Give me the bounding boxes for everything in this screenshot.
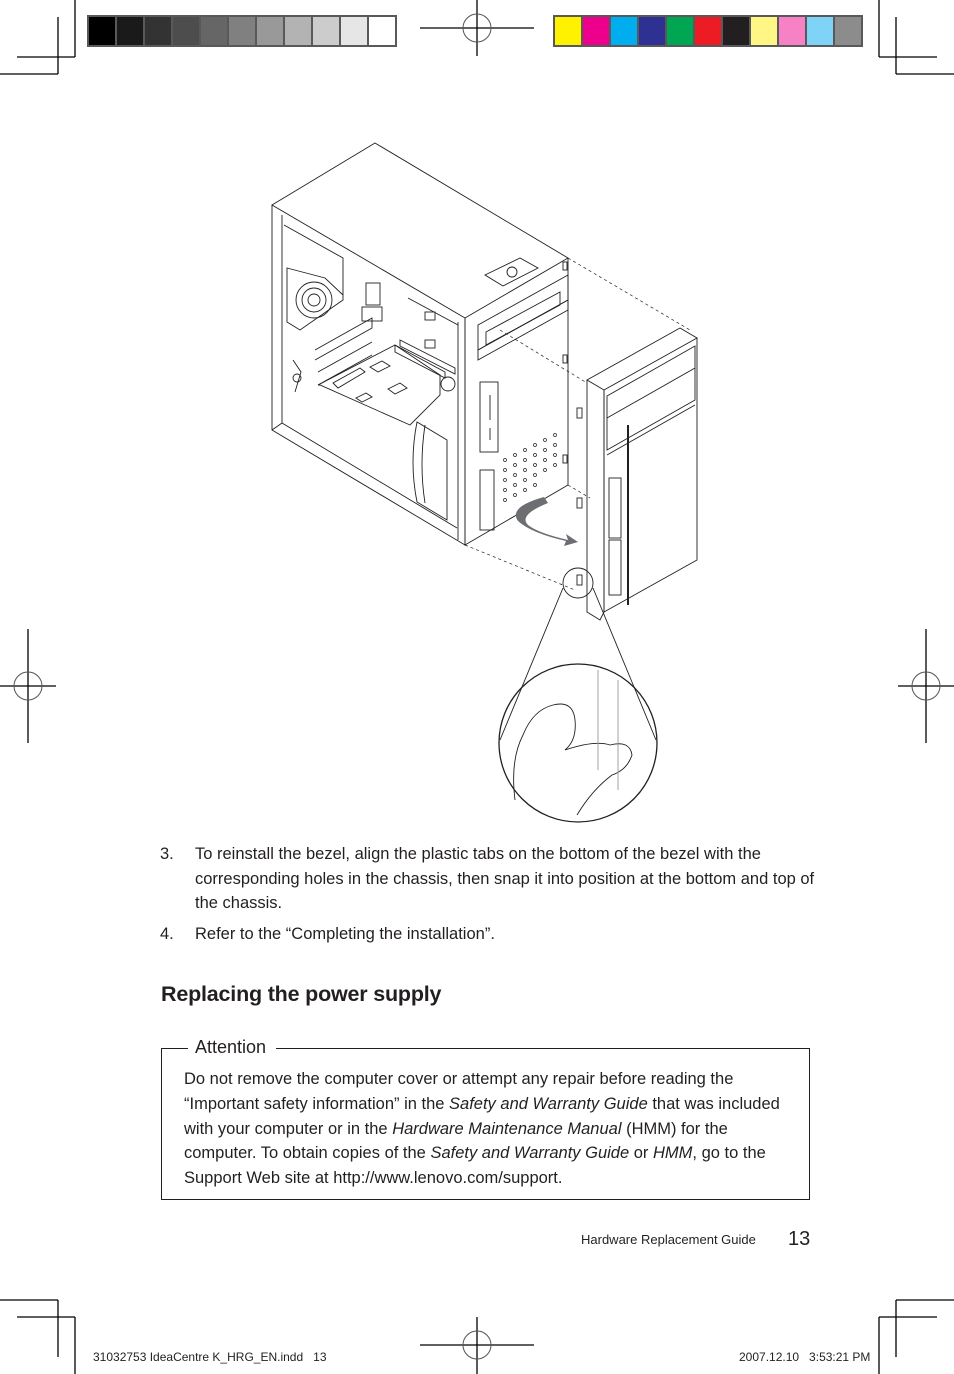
- section-heading: Replacing the power supply: [161, 982, 442, 1006]
- attention-body: [184, 1067, 804, 1191]
- body-text: (HMM) for the computer. To obtain copies of the: [184, 1119, 728, 1163]
- step-number: 3.: [160, 845, 174, 863]
- guide-title-footer: Hardware Replacement Guide: [581, 1232, 756, 1247]
- italic-reference: Hardware Maintenance Manual: [392, 1119, 622, 1138]
- body-text: or: [629, 1144, 653, 1163]
- body-text: that was included with your computer or in the: [184, 1094, 780, 1138]
- italic-reference: Safety and Warranty Guide: [430, 1144, 630, 1163]
- slug-timestamp: 2007.12.10 3:53:21 PM: [739, 1350, 871, 1364]
- body-text: Do not remove the computer cover or attempt any repair before reading the “Important safety information” in the: [184, 1070, 734, 1113]
- italic-reference: HMM: [653, 1144, 693, 1163]
- slug-filename: 31032753 IdeaCentre K_HRG_EN.indd 13: [93, 1350, 327, 1364]
- italic-reference: Safety and Warranty Guide: [449, 1094, 648, 1113]
- step-number: 4.: [160, 925, 174, 943]
- attention-title: Attention: [188, 1037, 276, 1058]
- body-text: , go to the Support Web site at http://www.lenovo.com/support.: [184, 1144, 766, 1188]
- step-text: To reinstall the bezel, align the plastic tabs on the bottom of the bezel with the corresponding holes in the chassis, then snap it into position at the bottom and top of the chassis.: [195, 845, 815, 912]
- step-text: Refer to the “Completing the installation”.: [195, 925, 495, 943]
- page-number: 13: [788, 1228, 811, 1250]
